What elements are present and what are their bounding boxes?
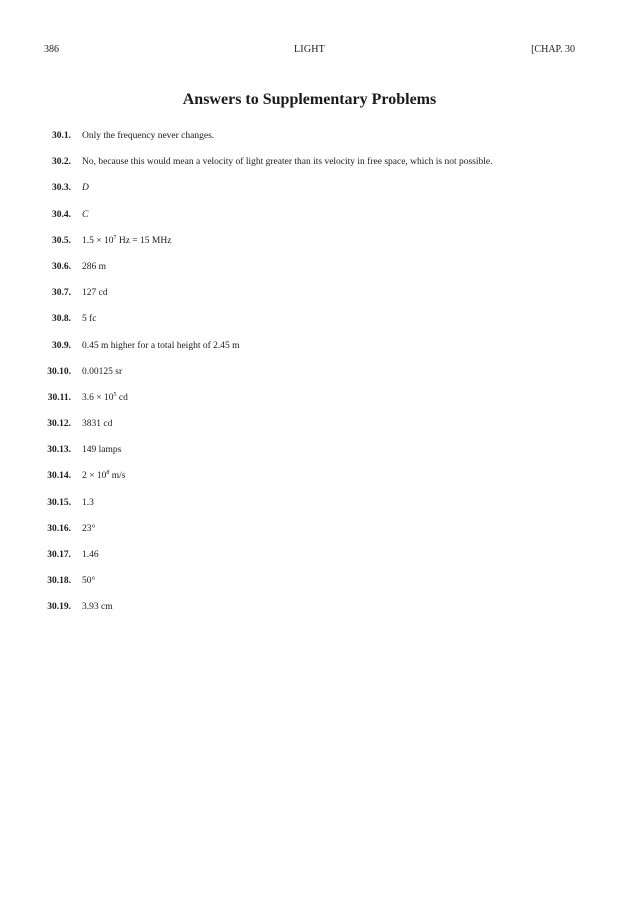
answer-30-4 xyxy=(0,207,619,233)
answer-30-13 xyxy=(0,442,619,468)
answer-text: C xyxy=(82,209,89,220)
answer-text: 1.3 xyxy=(82,497,94,508)
answer-exponent: 5 xyxy=(113,391,117,398)
answer-30-10 xyxy=(0,364,619,390)
answer-number: 30.8. xyxy=(52,314,71,325)
answer-number: 30.1. xyxy=(52,131,71,141)
answer-number: 30.6. xyxy=(52,261,71,272)
answer-text: 1.46 xyxy=(82,550,99,560)
answer-mantissa: 3.6 × 10 xyxy=(82,392,114,403)
answer-text: 3831 cd xyxy=(82,419,113,430)
answer-exponent: 7 xyxy=(113,234,117,241)
answer-mantissa: 1.5 × 10 xyxy=(82,235,114,246)
answer-number: 30.15. xyxy=(47,497,71,508)
answer-exponent: 8 xyxy=(106,470,110,477)
answer-text: Only the frequency never changes. xyxy=(82,131,215,141)
answer-number: 30.10. xyxy=(47,366,71,377)
answer-30-7 xyxy=(0,285,619,311)
answer-30-16 xyxy=(0,521,619,547)
answer-number: 30.3. xyxy=(52,183,71,194)
running-title: LIGHT xyxy=(294,44,325,55)
section-title: Answers to Supplementary Problems xyxy=(182,91,437,108)
answer-number: 30.11. xyxy=(47,392,71,403)
answer-unit: m/s xyxy=(109,471,126,482)
answer-unit: cd xyxy=(116,392,128,403)
answers-list xyxy=(0,128,619,626)
answer-30-9 xyxy=(0,338,619,364)
answer-text: D xyxy=(82,183,89,194)
answer-number: 30.16. xyxy=(47,523,71,534)
answer-number: 30.2. xyxy=(52,157,71,168)
answer-30-6 xyxy=(0,259,619,285)
answer-number: 30.7. xyxy=(52,288,71,299)
answer-text: 23° xyxy=(82,523,96,534)
answer-text: No, because this would mean a velocity of light greater than its velocity in free space, which is not possible. xyxy=(82,157,493,168)
answer-30-1 xyxy=(0,128,619,154)
answer-30-2 xyxy=(0,154,619,180)
answer-text: 3.93 cm xyxy=(82,602,113,613)
answer-30-18 xyxy=(0,573,619,599)
answer-text xyxy=(82,233,171,249)
answer-text: 5 fc xyxy=(82,314,97,325)
answer-number: 30.19. xyxy=(47,602,71,613)
answer-30-15 xyxy=(0,495,619,521)
chapter-label: [CHAP. 30 xyxy=(531,44,575,55)
answer-30-5 xyxy=(0,233,619,259)
answer-number: 30.9. xyxy=(52,340,71,351)
answer-number: 30.18. xyxy=(47,576,71,587)
answer-number: 30.17. xyxy=(47,550,71,560)
answer-30-8 xyxy=(0,311,619,337)
answer-number: 30.5. xyxy=(52,235,71,246)
answer-text: 50° xyxy=(82,576,96,587)
answer-text: 127 cd xyxy=(82,288,108,299)
answer-30-17 xyxy=(0,547,619,573)
page-number: 386 xyxy=(44,44,59,55)
answer-30-12 xyxy=(0,416,619,442)
answer-mantissa: 2 × 10 xyxy=(82,471,107,482)
running-head xyxy=(44,43,575,57)
answer-30-11 xyxy=(0,390,619,416)
answer-text: 0.45 m higher for a total height of 2.45 m xyxy=(82,340,240,351)
answer-text: 286 m xyxy=(82,261,107,272)
answer-number: 30.4. xyxy=(52,209,71,220)
answer-30-14 xyxy=(0,468,619,494)
answer-number: 30.12. xyxy=(47,419,71,430)
answer-number: 30.13. xyxy=(47,445,71,456)
answer-number: 30.14. xyxy=(47,471,71,482)
answer-unit: Hz = 15 MHz xyxy=(116,235,172,246)
answer-text xyxy=(82,468,125,484)
answer-text: 149 lamps xyxy=(82,445,122,456)
answer-text xyxy=(82,390,128,406)
answer-30-3 xyxy=(0,180,619,206)
answer-30-19 xyxy=(0,599,619,625)
answer-text: 0.00125 sr xyxy=(82,366,123,377)
